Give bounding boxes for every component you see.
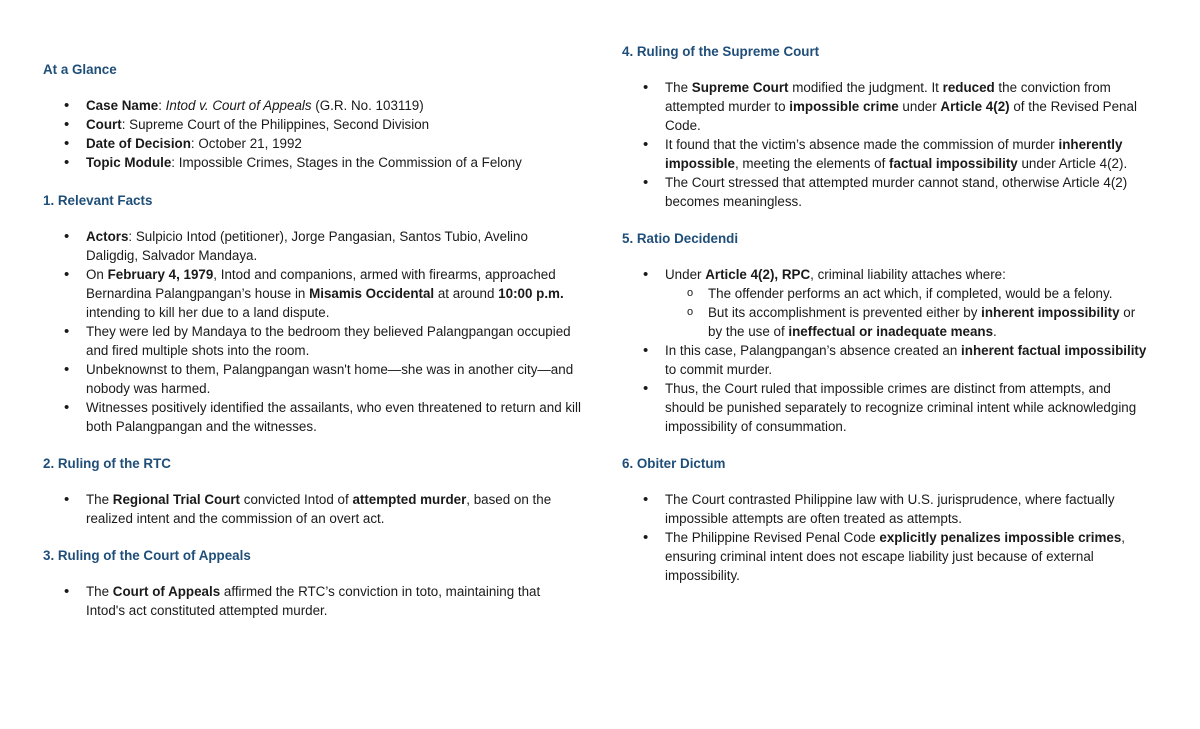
list-item: • The Court stressed that attempted murder cannot stand, otherwise Article 4(2) becomes meaningless. (622, 173, 1152, 211)
list-item: • The Supreme Court modified the judgment. It reduced the conviction from attempted murder to impossible crime under Article 4(2) of the Revised Penal Code. (622, 78, 1152, 135)
list-item: • The Philippine Revised Penal Code explicitly penalizes impossible crimes, ensuring criminal intent does not escape liability just because of external impossibility. (622, 528, 1152, 585)
relevant-facts-heading: 1. Relevant Facts (43, 193, 153, 208)
ruling-ca-heading: 3. Ruling of the Court of Appeals (43, 548, 251, 563)
list-item: • Court: Supreme Court of the Philippines, Second Division (43, 115, 583, 134)
sub-list-item: o But its accomplishment is prevented either by inherent impossibility or by the use of ineffectual or inadequate means. (665, 303, 1152, 341)
case-name-label: Case Name (86, 98, 159, 113)
list-item: • It found that the victim’s absence made the commission of murder inherently impossible, meeting the elements of factual impossibility under Article 4(2). (622, 135, 1152, 173)
ruling-sc-list (622, 78, 1152, 211)
obiter-dictum-list (622, 490, 1152, 585)
list-item: • On February 4, 1979, Intod and companions, armed with firearms, approached Bernardina Palangpangan’s house in Misamis Occidental at around 10:00 p.m. intending to kill her due to a land dispute. (43, 265, 583, 322)
ruling-sc-heading: 4. Ruling of the Supreme Court (622, 44, 820, 59)
list-item: • Thus, the Court ruled that impossible crimes are distinct from attempts, and should be punished separately to recognize criminal intent while acknowledging impossibility of consummation. (622, 379, 1152, 436)
relevant-facts-list (43, 227, 583, 436)
ruling-rtc-heading: 2. Ruling of the RTC (43, 456, 171, 471)
list-item: • Case Name: Intod v. Court of Appeals (G.R. No. 103119) (43, 96, 583, 115)
topic-label: Topic Module (86, 155, 172, 170)
list-item: • Under Article 4(2), RPC, criminal liability attaches where: o The offender performs an act which, if completed, would be a felony. o But its accomplishment is prevented either by inherent impossibility or by the use of ineffectual or inadequate means. (622, 265, 1152, 341)
date-label: Date of Decision (86, 136, 191, 151)
list-item: • Topic Module: Impossible Crimes, Stages in the Commission of a Felony (43, 153, 583, 172)
ruling-rtc-list (43, 490, 563, 528)
ratio-sublist (665, 284, 1152, 341)
at-a-glance-heading: At a Glance (43, 62, 117, 77)
at-a-glance-list (43, 96, 583, 172)
list-item: • In this case, Palangpangan’s absence created an inherent factual impossibility to commit murder. (622, 341, 1152, 379)
sub-list-item: o The offender performs an act which, if completed, would be a felony. (665, 284, 1152, 303)
ratio-decidendi-heading: 5. Ratio Decidendi (622, 231, 739, 246)
list-item: • The Court contrasted Philippine law with U.S. jurisprudence, where factually impossible attempts are often treated as attempts. (622, 490, 1152, 528)
obiter-dictum-heading: 6. Obiter Dictum (622, 456, 726, 471)
case-title: Intod v. Court of Appeals (165, 98, 312, 113)
list-item: • They were led by Mandaya to the bedroom they believed Palangpangan occupied and fired multiple shots into the room. (43, 322, 583, 360)
court-label: Court (86, 117, 122, 132)
ruling-ca-list (43, 582, 563, 620)
ratio-decidendi-list (622, 265, 1152, 436)
list-item: • The Regional Trial Court convicted Intod of attempted murder, based on the realized intent and the commission of an overt act. (43, 490, 563, 528)
list-item: • The Court of Appeals affirmed the RTC’s conviction in toto, maintaining that Intod's act constituted attempted murder. (43, 582, 563, 620)
list-item: • Date of Decision: October 21, 1992 (43, 134, 583, 153)
list-item: • Unbeknownst to them, Palangpangan wasn't home—she was in another city—and nobody was harmed. (43, 360, 583, 398)
list-item: • Witnesses positively identified the assailants, who even threatened to return and kill both Palangpangan and the witnesses. (43, 398, 583, 436)
list-item: • Actors: Sulpicio Intod (petitioner), Jorge Pangasian, Santos Tubio, Avelino Daligdig, Salvador Mandaya. (43, 227, 583, 265)
